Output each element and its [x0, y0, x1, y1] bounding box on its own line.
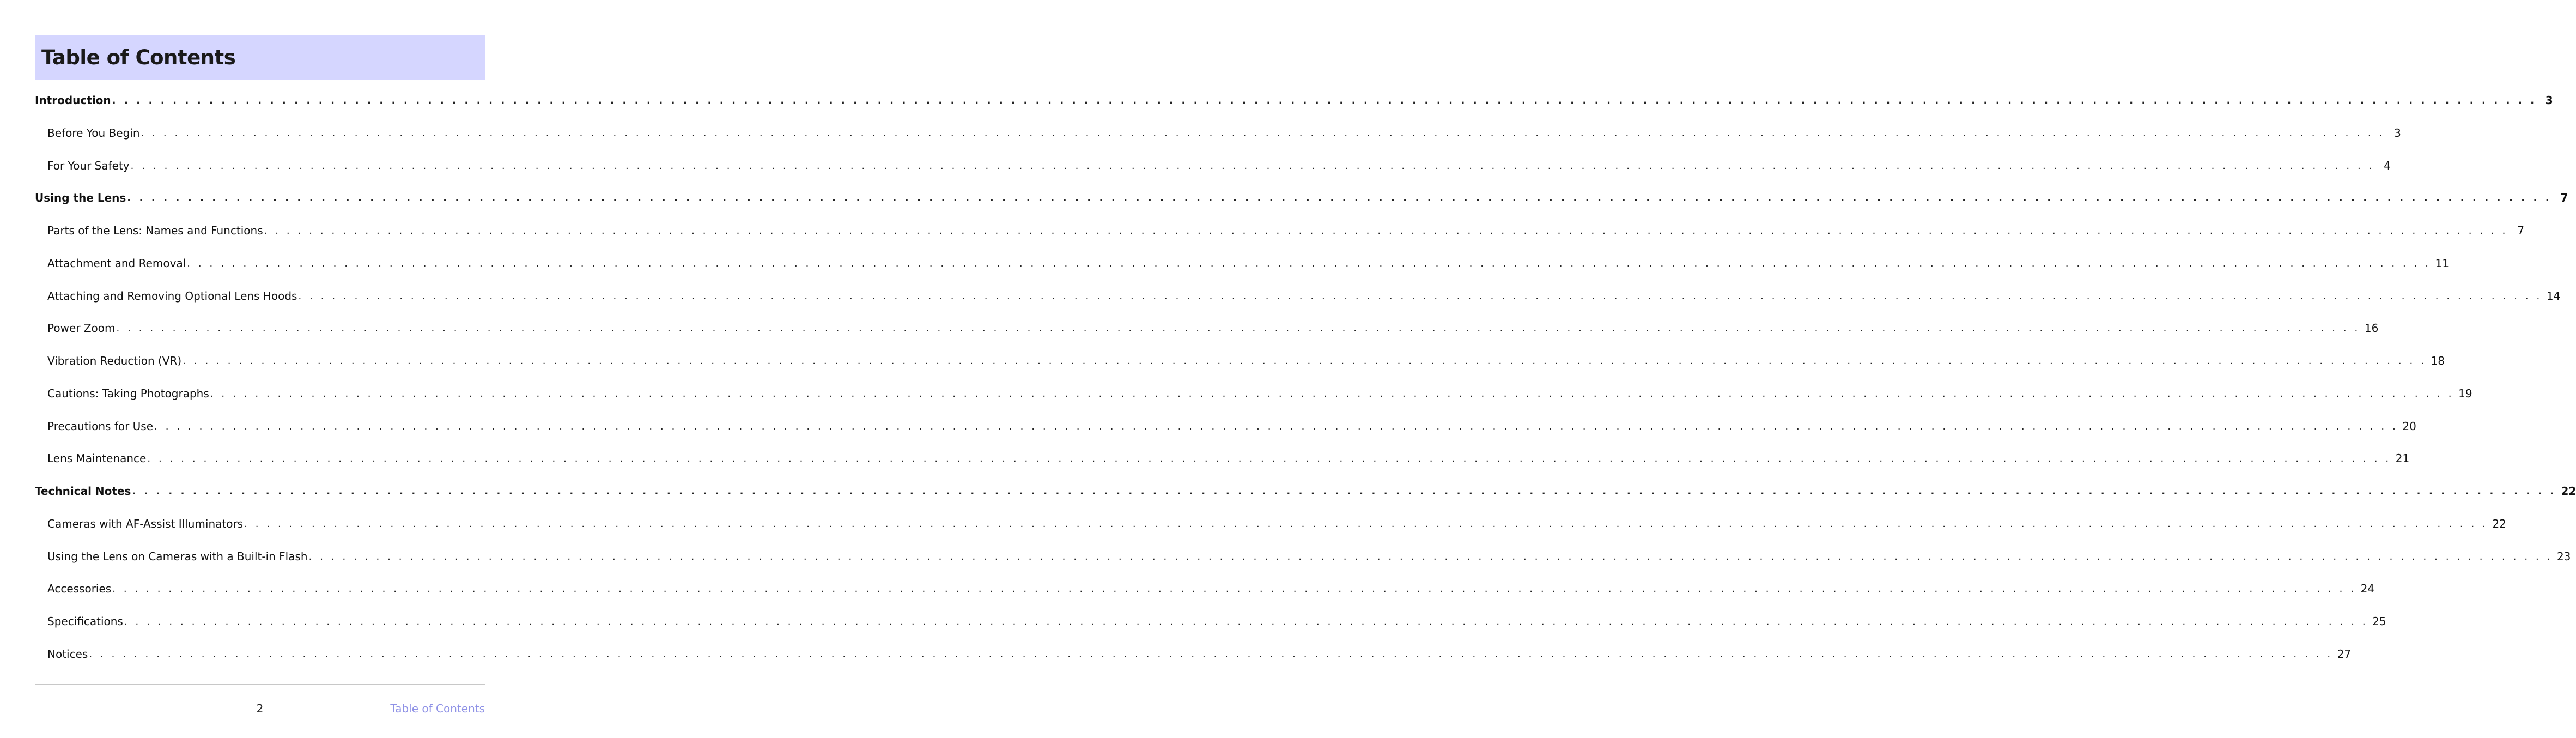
toc-entry-label: Power Zoom — [47, 322, 116, 335]
toc-entry-page: 23 — [2556, 550, 2571, 563]
footer-divider — [35, 684, 485, 685]
toc-leader-dots: . . . . . . . . . . . . . . . . . . . . . . . . . . . . . . . . . . . . . . . . . . . . . . . . . . . . . . . . . . . . . . . . . . . . . . . . . . . . . . . . . . . . . . . . . . . . . . . . . . . . . . . . . . . . . . . . . . . . . . . . . . . . . . . . . . . . . . . . . . . . . . . . . . . . . . . . . . . . . . . . . . . . . . . . . . . . . . . . . . . . . . . . . . . . . . . . . . . . . . . . — [132, 485, 2557, 497]
toc-entry[interactable] — [35, 190, 2568, 206]
toc-entry-label: For Your Safety — [47, 159, 130, 172]
toc-entry-page: 11 — [2435, 257, 2450, 270]
toc-leader-dots: . . . . . . . . . . . . . . . . . . . . . . . . . . . . . . . . . . . . . . . . . . . . . . . . . . . . . . . . . . . . . . . . . . . . . . . . . . . . . . . . . . . . . . . . . . . . . . . . . . . . . . . . . . . . . . . . . . . . . . . . . . . . . . . . . . . . . . . . . . . . . . . . . . . . . . . . . . . . . . . . . . . . . . . . . . . . . . . . . . . . . . . . . . . . . . . . . . . . . . . . — [130, 160, 2374, 172]
toc-leader-dots: . . . . . . . . . . . . . . . . . . . . . . . . . . . . . . . . . . . . . . . . . . . . . . . . . . . . . . . . . . . . . . . . . . . . . . . . . . . . . . . . . . . . . . . . . . . . . . . . . . . . . . . . . . . . . . . . . . . . . . . . . . . . . . . . . . . . . . . . . . . . . . . . . . . . . . . . . . . . . . . . . . . . . . . . . . . . . . . . . . . . . . . . . . . . . . . . . . . . . . . . — [154, 420, 2398, 432]
toc-entry-label: Cameras with AF-Assist Illuminators — [47, 517, 244, 530]
toc-entry-label: Attaching and Removing Optional Lens Hoods — [47, 289, 297, 303]
toc-leader-dots: . . . . . . . . . . . . . . . . . . . . . . . . . . . . . . . . . . . . . . . . . . . . . . . . . . . . . . . . . . . . . . . . . . . . . . . . . . . . . . . . . . . . . . . . . . . . . . . . . . . . . . . . . . . . . . . . . . . . . . . . . . . . . . . . . . . . . . . . . . . . . . . . . . . . . . . . . . . . . . . . . . . . . . . . . . . . . . . . . . . . . . . . . . . . . . . . . . . . . . . . — [187, 257, 2431, 269]
toc-entry[interactable] — [47, 385, 2472, 402]
toc-entry[interactable] — [47, 320, 2379, 336]
toc-entry[interactable] — [47, 516, 2506, 532]
toc-entry-page: 22 — [2492, 517, 2506, 530]
toc-entry[interactable] — [47, 288, 2561, 304]
toc-entry-label: Cautions: Taking Photographs — [47, 387, 209, 400]
toc-entry-page: 14 — [2546, 289, 2561, 303]
toc-entry-page: 19 — [2458, 387, 2472, 400]
toc-leader-dots: . . . . . . . . . . . . . . . . . . . . . . . . . . . . . . . . . . . . . . . . . . . . . . . . . . . . . . . . . . . . . . . . . . . . . . . . . . . . . . . . . . . . . . . . . . . . . . . . . . . . . . . . . . . . . . . . . . . . . . . . . . . . . . . . . . . . . . . . . . . . . . . . . . . . . . . . . . . . . . . . . . . . . . . . . . . . . . . . . . . . . . . . . . . . . . . . . . . . . . . . — [244, 518, 2488, 530]
toc-entry[interactable] — [47, 548, 2571, 565]
toc-entry-page: 3 — [2394, 126, 2401, 140]
toc-entry-label: Using the Lens on Cameras with a Built-in Flash — [47, 550, 308, 563]
toc-entry[interactable] — [47, 125, 2401, 141]
toc-entry-page: 4 — [2384, 159, 2391, 172]
toc-leader-dots: . . . . . . . . . . . . . . . . . . . . . . . . . . . . . . . . . . . . . . . . . . . . . . . . . . . . . . . . . . . . . . . . . . . . . . . . . . . . . . . . . . . . . . . . . . . . . . . . . . . . . . . . . . . . . . . . . . . . . . . . . . . . . . . . . . . . . . . . . . . . . . . . . . . . . . . . . . . . . . . . . . . . . . . . . . . . . . . . . . . . . . . . . . . . . . . . . . . . . . . . — [112, 583, 2356, 595]
toc-entry-label: Attachment and Removal — [47, 257, 186, 270]
toc-leader-dots: . . . . . . . . . . . . . . . . . . . . . . . . . . . . . . . . . . . . . . . . . . . . . . . . . . . . . . . . . . . . . . . . . . . . . . . . . . . . . . . . . . . . . . . . . . . . . . . . . . . . . . . . . . . . . . . . . . . . . . . . . . . . . . . . . . . . . . . . . . . . . . . . . . . . . . . . . . . . . . . . . . . . . . . . . . . . . . . . . . . . . . . . . . . . . . . . . . . . . . . . — [124, 615, 2368, 627]
toc-entry-label: Technical Notes — [35, 485, 131, 498]
toc-entry-page: 7 — [2517, 224, 2524, 237]
toc-leader-dots: . . . . . . . . . . . . . . . . . . . . . . . . . . . . . . . . . . . . . . . . . . . . . . . . . . . . . . . . . . . . . . . . . . . . . . . . . . . . . . . . . . . . . . . . . . . . . . . . . . . . . . . . . . . . . . . . . . . . . . . . . . . . . . . . . . . . . . . . . . . . . . . . . . . . . . . . . . . . . . . . . . . . . . . . . . . . . . . . . . . . . . . . . . . . . . . . . . . . . . . . — [89, 648, 2333, 660]
toc-entry-label: Vibration Reduction (VR) — [47, 354, 182, 367]
toc-entry-page: 3 — [2545, 94, 2553, 107]
toc-leader-dots: . . . . . . . . . . . . . . . . . . . . . . . . . . . . . . . . . . . . . . . . . . . . . . . . . . . . . . . . . . . . . . . . . . . . . . . . . . . . . . . . . . . . . . . . . . . . . . . . . . . . . . . . . . . . . . . . . . . . . . . . . . . . . . . . . . . . . . . . . . . . . . . . . . . . . . . . . . . . . . . . . . . . . . . . . . . . . . . . . . . . . . . . . . . . . . . . . . . . . . . . — [127, 192, 2552, 204]
page-title: Table of Contents — [41, 46, 236, 69]
toc-leader-dots: . . . . . . . . . . . . . . . . . . . . . . . . . . . . . . . . . . . . . . . . . . . . . . . . . . . . . . . . . . . . . . . . . . . . . . . . . . . . . . . . . . . . . . . . . . . . . . . . . . . . . . . . . . . . . . . . . . . . . . . . . . . . . . . . . . . . . . . . . . . . . . . . . . . . . . . . . . . . . . . . . . . . . . . . . . . . . . . . . . . . . . . . . . . . . . . . . . . . . . . . — [183, 355, 2427, 367]
toc-entry[interactable] — [47, 255, 2450, 271]
toc-entry-page: 25 — [2372, 615, 2386, 628]
title-banner — [35, 35, 485, 80]
toc-entry[interactable] — [47, 450, 2410, 467]
toc-entry-label: Precautions for Use — [47, 420, 154, 433]
toc-entry-label: Introduction — [35, 94, 111, 107]
toc-leader-dots: . . . . . . . . . . . . . . . . . . . . . . . . . . . . . . . . . . . . . . . . . . . . . . . . . . . . . . . . . . . . . . . . . . . . . . . . . . . . . . . . . . . . . . . . . . . . . . . . . . . . . . . . . . . . . . . . . . . . . . . . . . . . . . . . . . . . . . . . . . . . . . . . . . . . . . . . . . . . . . . . . . . . . . . . . . . . . . . . . . . . . . . . . . . . . . . . . . . . . . . . — [141, 127, 2385, 139]
toc-entry-page: 24 — [2360, 582, 2375, 595]
toc-entry[interactable] — [47, 418, 2416, 434]
toc-entry-page: 16 — [2364, 322, 2379, 335]
footer-page-number: 2 — [256, 702, 264, 715]
toc-entry-page: 20 — [2402, 420, 2416, 433]
toc-entry-page: 21 — [2395, 452, 2410, 465]
toc-entry-label: Specifications — [47, 615, 123, 628]
toc-entry[interactable] — [47, 222, 2524, 239]
toc-leader-dots: . . . . . . . . . . . . . . . . . . . . . . . . . . . . . . . . . . . . . . . . . . . . . . . . . . . . . . . . . . . . . . . . . . . . . . . . . . . . . . . . . . . . . . . . . . . . . . . . . . . . . . . . . . . . . . . . . . . . . . . . . . . . . . . . . . . . . . . . . . . . . . . . . . . . . . . . . . . . . . . . . . . . . . . . . . . . . . . . . . . . . . . . . . . . . . . . . . . . . . . . — [116, 322, 2360, 334]
toc-entry-label: Accessories — [47, 582, 112, 595]
toc-entry[interactable] — [47, 158, 2391, 174]
footer-toc-link[interactable]: Table of Contents — [390, 702, 485, 715]
toc-entry-label: Before You Begin — [47, 126, 140, 140]
toc-entry[interactable] — [47, 613, 2386, 630]
toc-entry-page: 18 — [2431, 354, 2445, 367]
toc-leader-dots: . . . . . . . . . . . . . . . . . . . . . . . . . . . . . . . . . . . . . . . . . . . . . . . . . . . . . . . . . . . . . . . . . . . . . . . . . . . . . . . . . . . . . . . . . . . . . . . . . . . . . . . . . . . . . . . . . . . . . . . . . . . . . . . . . . . . . . . . . . . . . . . . . . . . . . . . . . . . . . . . . . . . . . . . . . . . . . . . . . . . . . . . . . . . . . . . . . . . . . . . — [298, 290, 2542, 302]
toc-leader-dots: . . . . . . . . . . . . . . . . . . . . . . . . . . . . . . . . . . . . . . . . . . . . . . . . . . . . . . . . . . . . . . . . . . . . . . . . . . . . . . . . . . . . . . . . . . . . . . . . . . . . . . . . . . . . . . . . . . . . . . . . . . . . . . . . . . . . . . . . . . . . . . . . . . . . . . . . . . . . . . . . . . . . . . . . . . . . . . . . . . . . . . . . . . . . . . . . . . . . . . . . — [264, 225, 2508, 237]
toc-leader-dots: . . . . . . . . . . . . . . . . . . . . . . . . . . . . . . . . . . . . . . . . . . . . . . . . . . . . . . . . . . . . . . . . . . . . . . . . . . . . . . . . . . . . . . . . . . . . . . . . . . . . . . . . . . . . . . . . . . . . . . . . . . . . . . . . . . . . . . . . . . . . . . . . . . . . . . . . . . . . . . . . . . . . . . . . . . . . . . . . . . . . . . . . . . . . . . . . . . . . . . . . — [210, 388, 2455, 400]
toc-entry[interactable] — [35, 483, 2576, 499]
toc-entry[interactable] — [35, 92, 2553, 108]
toc-leader-dots: . . . . . . . . . . . . . . . . . . . . . . . . . . . . . . . . . . . . . . . . . . . . . . . . . . . . . . . . . . . . . . . . . . . . . . . . . . . . . . . . . . . . . . . . . . . . . . . . . . . . . . . . . . . . . . . . . . . . . . . . . . . . . . . . . . . . . . . . . . . . . . . . . . . . . . . . . . . . . . . . . . . . . . . . . . . . . . . . . . . . . . . . . . . . . . . . . . . . . . . . — [308, 551, 2553, 562]
toc-entry-page: 27 — [2337, 648, 2352, 661]
toc-entry-label: Using the Lens — [35, 191, 126, 204]
toc-entry-page: 22 — [2561, 485, 2576, 498]
toc-leader-dots: . . . . . . . . . . . . . . . . . . . . . . . . . . . . . . . . . . . . . . . . . . . . . . . . . . . . . . . . . . . . . . . . . . . . . . . . . . . . . . . . . . . . . . . . . . . . . . . . . . . . . . . . . . . . . . . . . . . . . . . . . . . . . . . . . . . . . . . . . . . . . . . . . . . . . . . . . . . . . . . . . . . . . . . . . . . . . . . . . . . . . . . . . . . . . . . . . . . . . . . . — [147, 452, 2391, 464]
toc-entry-page: 7 — [2560, 191, 2568, 204]
toc-entry[interactable] — [47, 646, 2352, 662]
toc-entry-label: Lens Maintenance — [47, 452, 147, 465]
toc-entry[interactable] — [47, 353, 2445, 369]
toc-leader-dots: . . . . . . . . . . . . . . . . . . . . . . . . . . . . . . . . . . . . . . . . . . . . . . . . . . . . . . . . . . . . . . . . . . . . . . . . . . . . . . . . . . . . . . . . . . . . . . . . . . . . . . . . . . . . . . . . . . . . . . . . . . . . . . . . . . . . . . . . . . . . . . . . . . . . . . . . . . . . . . . . . . . . . . . . . . . . . . . . . . . . . . . . . . . . . . . . . . . . . . . . — [112, 94, 2537, 106]
toc-entry-label: Notices — [47, 648, 88, 661]
toc-entry-label: Parts of the Lens: Names and Functions — [47, 224, 263, 237]
toc-entry[interactable] — [47, 580, 2375, 597]
